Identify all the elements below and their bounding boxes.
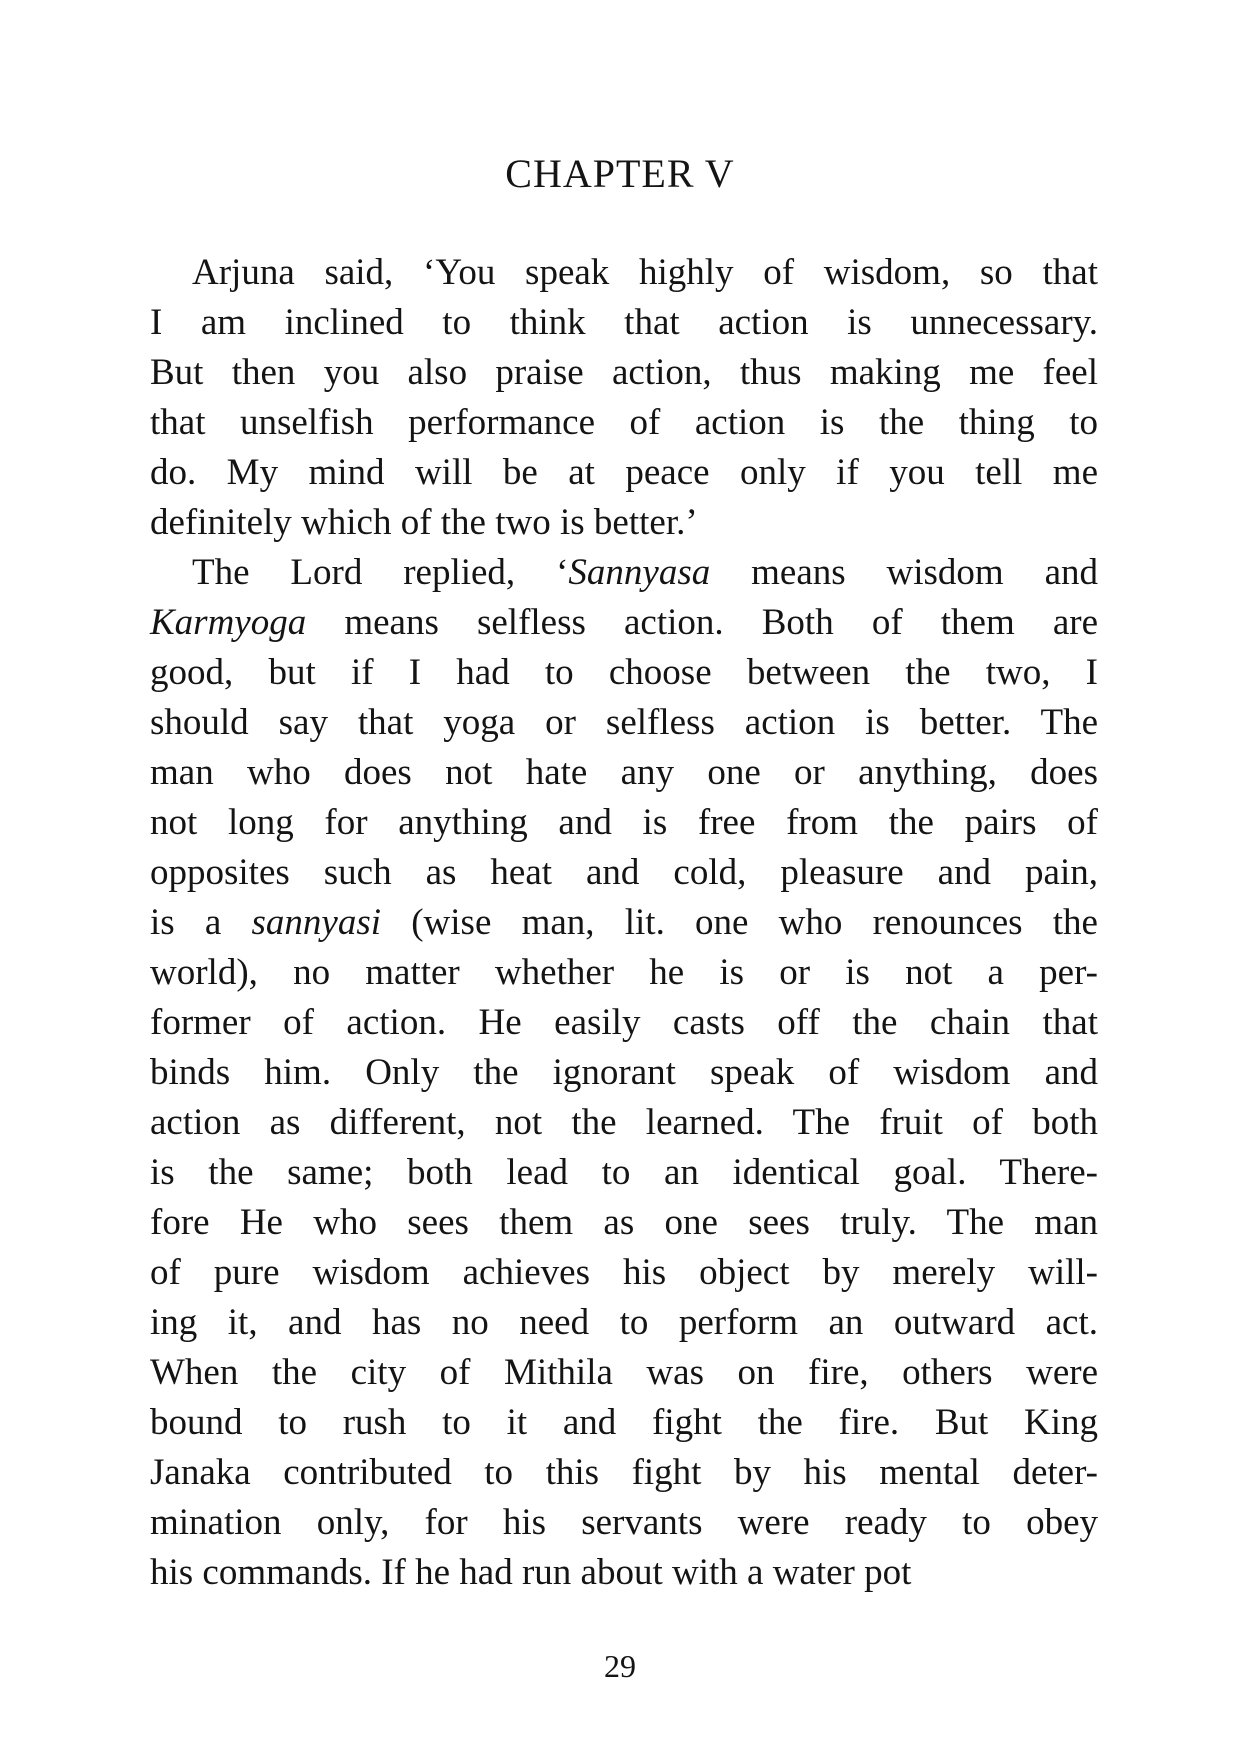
page-number: 29 (604, 1648, 636, 1684)
text-line (150, 1398, 1098, 1448)
text-segment: The Lord replied, ‘ (192, 552, 569, 593)
text-line (150, 398, 1098, 448)
text-line (150, 648, 1098, 698)
text-segment: good, but if I had to choose between the two, I (150, 652, 1098, 693)
text-line (150, 298, 1098, 348)
text-line (150, 848, 1098, 898)
text-segment: do. My mind will be at peace only if you tell me (150, 452, 1098, 493)
text-segment: action as different, not the learned. The fruit of both (150, 1102, 1098, 1143)
text-line (150, 748, 1098, 798)
italic-term: Karmyoga (150, 602, 307, 643)
text-segment: is the same; both lead to an identical goal. There- (150, 1152, 1098, 1193)
text-line (150, 698, 1098, 748)
text-segment: is a (150, 902, 252, 943)
text-segment: bound to rush to it and fight the fire. But King (150, 1402, 1098, 1443)
text-line (150, 548, 1098, 598)
paragraph (150, 248, 1098, 548)
text-segment: man who does not hate any one or anything, does (150, 752, 1098, 793)
text-segment: Janaka contributed to this fight by his mental deter- (150, 1452, 1098, 1493)
italic-term: sannyasi (251, 902, 382, 943)
text-segment: definitely which of the two is better.’ (150, 502, 698, 543)
text-line (150, 498, 1098, 548)
text-segment: When the city of Mithila was on fire, others were (150, 1352, 1098, 1393)
text-segment: But then you also praise action, thus making me feel (150, 352, 1098, 393)
text-line (150, 348, 1098, 398)
text-line (150, 1498, 1098, 1548)
text-segment: fore He who sees them as one sees truly. The man (150, 1202, 1098, 1243)
text-segment: should say that yoga or selfless action is better. The (150, 702, 1098, 743)
text-line (150, 1448, 1098, 1498)
text-line (150, 1548, 1098, 1598)
text-segment: means wisdom and (710, 552, 1099, 593)
text-segment: opposites such as heat and cold, pleasure and pain, (150, 852, 1098, 893)
text-line (150, 998, 1098, 1048)
text-segment: means selfless action. Both of them are (306, 602, 1098, 643)
text-line (150, 1298, 1098, 1348)
text-line (150, 1148, 1098, 1198)
text-segment: his commands. If he had run about with a water pot (150, 1552, 912, 1593)
text-segment: (wise man, lit. one who renounces the (381, 902, 1098, 943)
text-segment: Arjuna said, ‘You speak highly of wisdom, so that (192, 252, 1098, 293)
text-line (150, 1348, 1098, 1398)
text-line (150, 898, 1098, 948)
text-line (150, 1048, 1098, 1098)
text-segment: mination only, for his servants were ready to obey (150, 1502, 1098, 1543)
paragraph (150, 548, 1098, 1598)
text-segment: that unselfish performance of action is the thing to (150, 402, 1098, 443)
text-segment: ing it, and has no need to perform an outward act. (150, 1302, 1098, 1343)
text-line (150, 1198, 1098, 1248)
text-line (150, 1248, 1098, 1298)
text-segment: world), no matter whether he is or is not a per- (150, 952, 1098, 993)
text-line (150, 598, 1098, 648)
text-segment: binds him. Only the ignorant speak of wisdom and (150, 1052, 1098, 1093)
text-line (150, 798, 1098, 848)
chapter-heading: CHAPTER V (505, 151, 735, 196)
text-segment: of pure wisdom achieves his object by merely will- (150, 1252, 1098, 1293)
text-line (150, 448, 1098, 498)
text-segment: I am inclined to think that action is unnecessary. (150, 302, 1098, 343)
text-segment: former of action. He easily casts off the chain that (150, 1002, 1098, 1043)
text-line (150, 248, 1098, 298)
text-line (150, 1098, 1098, 1148)
italic-term: Sannyasa (568, 552, 711, 593)
text-line (150, 948, 1098, 998)
text-segment: not long for anything and is free from the pairs of (150, 802, 1098, 843)
body-text (150, 248, 1098, 1598)
